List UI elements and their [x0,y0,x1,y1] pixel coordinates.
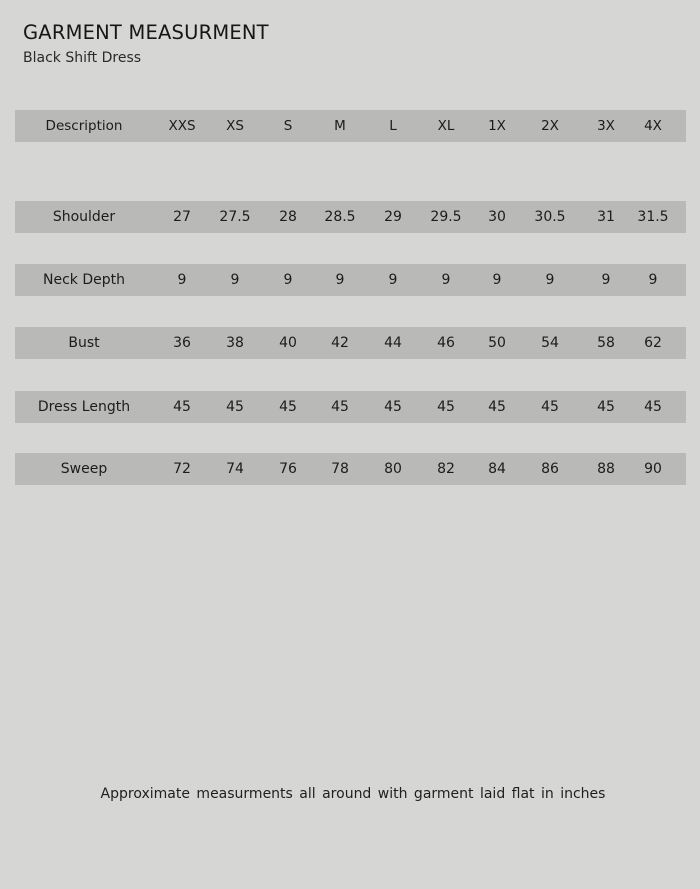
cell-4x: 45 [644,399,662,415]
column-header-xl: XL [437,118,455,134]
cell-l: 44 [384,335,402,351]
column-header-l: L [389,118,397,134]
page-subtitle: Black Shift Dress [23,50,142,66]
cell-4x: 90 [644,461,662,477]
cell-m: 28.5 [324,209,356,225]
cell-3x: 31 [597,209,615,225]
cell-s: 9 [283,272,293,288]
cell-xs: 74 [226,461,244,477]
cell-1x: 45 [488,399,506,415]
cell-xs: 9 [230,272,240,288]
cell-m: 78 [331,461,349,477]
column-header-description: Description [45,118,123,134]
cell-1x: 30 [488,209,506,225]
cell-s: 28 [279,209,297,225]
cell-2x: 9 [545,272,555,288]
row-label: Shoulder [52,209,116,225]
cell-m: 9 [335,272,345,288]
row-label: Dress Length [37,399,131,415]
cell-2x: 54 [541,335,559,351]
column-header-3x: 3X [597,118,615,134]
column-header-xxs: XXS [168,118,196,134]
page-title: GARMENT MEASURMENT [23,21,269,44]
table-row-dress-length [15,391,686,423]
table-row-shoulder [15,201,686,233]
row-label: Sweep [60,461,108,477]
cell-m: 45 [331,399,349,415]
cell-3x: 88 [597,461,615,477]
cell-2x: 86 [541,461,559,477]
measurement-footnote: Approximate measurments all around with garment laid flat in inches [100,786,606,802]
column-header-s: S [283,118,293,134]
cell-l: 9 [388,272,398,288]
cell-3x: 58 [597,335,615,351]
column-header-xs: XS [226,118,244,134]
cell-xl: 45 [437,399,455,415]
table-header-row [15,110,686,142]
cell-s: 76 [279,461,297,477]
column-header-m: M [334,118,346,134]
cell-xl: 46 [437,335,455,351]
cell-3x: 45 [597,399,615,415]
cell-xl: 9 [441,272,451,288]
cell-1x: 50 [488,335,506,351]
cell-xxs: 9 [177,272,187,288]
cell-xs: 45 [226,399,244,415]
table-row-bust [15,327,686,359]
cell-xl: 29.5 [430,209,462,225]
column-header-2x: 2X [541,118,559,134]
cell-2x: 45 [541,399,559,415]
cell-xs: 38 [226,335,244,351]
cell-s: 40 [279,335,297,351]
row-label: Neck Depth [43,272,125,288]
cell-xs: 27.5 [219,209,251,225]
cell-s: 45 [279,399,297,415]
cell-4x: 62 [644,335,662,351]
cell-4x: 31.5 [637,209,669,225]
cell-l: 80 [384,461,402,477]
cell-1x: 9 [492,272,502,288]
cell-2x: 30.5 [534,209,566,225]
cell-l: 29 [384,209,402,225]
cell-xxs: 36 [173,335,191,351]
cell-3x: 9 [601,272,611,288]
cell-1x: 84 [488,461,506,477]
cell-xxs: 45 [173,399,191,415]
table-row-sweep [15,453,686,485]
row-label: Bust [68,335,100,351]
column-header-4x: 4X [644,118,662,134]
cell-xxs: 72 [173,461,191,477]
cell-4x: 9 [648,272,658,288]
table-row-neck-depth [15,264,686,296]
cell-l: 45 [384,399,402,415]
cell-xxs: 27 [173,209,191,225]
column-header-1x: 1X [488,118,506,134]
cell-xl: 82 [437,461,455,477]
cell-m: 42 [331,335,349,351]
